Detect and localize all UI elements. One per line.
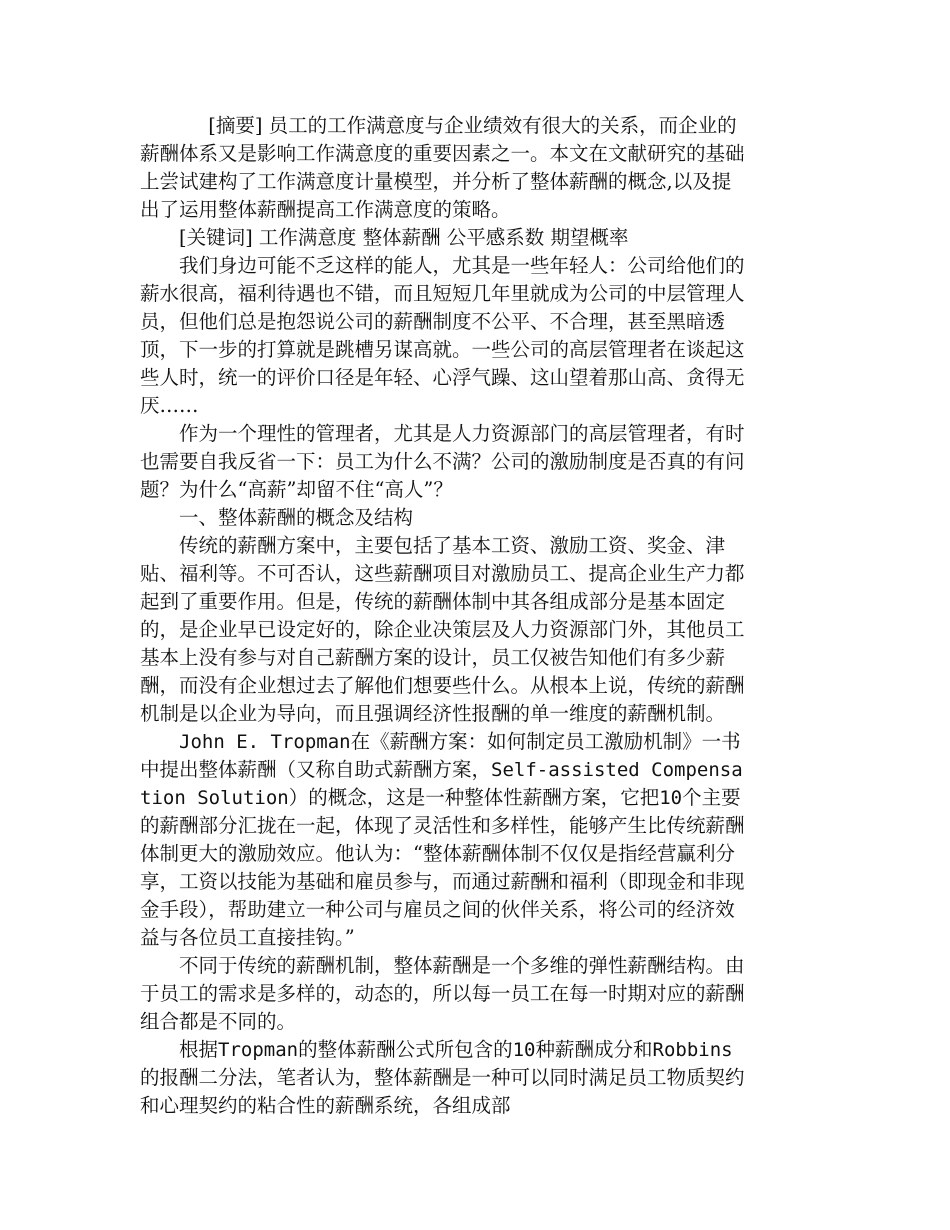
author-name: John E. Tropman: [179, 731, 351, 753]
english-term: Self-assisted Compensation Solution: [140, 759, 743, 809]
document-body: [140, 112, 750, 1120]
text-run: 根据: [179, 1038, 219, 1061]
body-paragraph-6: [140, 1036, 750, 1120]
keywords-paragraph: [关键词] 工作满意度 整体薪酬 公平感系数 期望概率: [179, 226, 629, 249]
body-paragraph-5: 不同于传统的薪酬机制，整体薪酬是一个多维的弹性薪酬结构。由于员工的需求是多样的，动态的，所以每一员工在每一时期对应的薪酬组合都是不同的。: [140, 954, 745, 1033]
abstract-paragraph: [摘要] 员工的工作满意度与企业绩效有很大的关系，而企业的薪酬体系又是影响工作满意度的重要因素之一。本文在文献研究的基础上尝试建构了工作满意度计量模型，并分析了整体薪酬的概念,以及提出了运用整体薪酬提高工作满意度的策略。: [140, 114, 745, 221]
body-paragraph-1: 我们身边可能不乏这样的能人，尤其是一些年轻人：公司给他们的薪水很高，福利待遇也不错，而且短短几年里就成为公司的中层管理人员，但他们总是抱怨说公司的薪酬制度不公平、不合理，甚至黑暗透顶，下一步的打算就是跳槽另谋高就。一些公司的高层管理者在谈起这些人时，统一的评价口径是年轻、心浮气躁、这山望着那山高、贪得无厌……: [140, 254, 745, 417]
text-run: ）的概念，这是一种整体性薪酬方案，它把: [288, 786, 660, 809]
author-name: Robbins: [652, 1039, 733, 1061]
text-run: 个主要的薪酬部分汇拢在一起，体现了灵活性和多样性，能够产生比传统薪酬体制更大的激励效应。他认为：“整体薪酬体制不仅仅是指经营赢利分享，工资以技能为基础和雇员参与，而通过薪酬和福利（即现金和非现金手段），帮助建立一种公司与雇员之间的伙伴关系，将公司的经济效益与各位员工直接挂钩。”: [140, 786, 745, 949]
text-run: 在《薪酬方案：如何制定员工激励机制》一书中提出整体薪酬（又称自助式薪酬方案，: [140, 730, 741, 781]
section-heading-1: 一、整体薪酬的概念及结构: [179, 506, 414, 529]
author-name: Tropman: [218, 1039, 299, 1061]
body-paragraph-3: 传统的薪酬方案中，主要包括了基本工资、激励工资、奖金、津贴、福利等。不可否认，这些薪酬项目对激励员工、提高企业生产力都起到了重要作用。但是，传统的薪酬体制中其各组成部分是基本固定的，是企业早已设定好的，除企业决策层及人力资源部门外，其他员工基本上没有参与对自己薪酬方案的设计，员工仅被告知他们有多少薪酬，而没有企业想过去了解他们想要些什么。从根本上说，传统的薪酬机制是以企业为导向，而且强调经济性报酬的单一维度的薪酬机制。: [140, 534, 745, 725]
text-run: 的整体薪酬公式所包含的: [298, 1038, 513, 1061]
number-run: 10: [512, 1039, 536, 1061]
body-paragraph-4: [140, 728, 750, 952]
text-run: 种薪酬成分和: [535, 1038, 653, 1061]
number-run: 10: [659, 787, 683, 809]
body-paragraph-2: 作为一个理性的管理者，尤其是人力资源部门的高层管理者，有时也需要自我反省一下：员工为什么不满？公司的激励制度是否真的有问题？为什么“高薪”却留不住“高人”？: [140, 422, 745, 501]
text-run: 的报酬二分法，笔者认为，整体薪酬是一种可以同时满足员工物质契约和心理契约的粘合性的薪酬系统，各组成部: [140, 1066, 745, 1117]
